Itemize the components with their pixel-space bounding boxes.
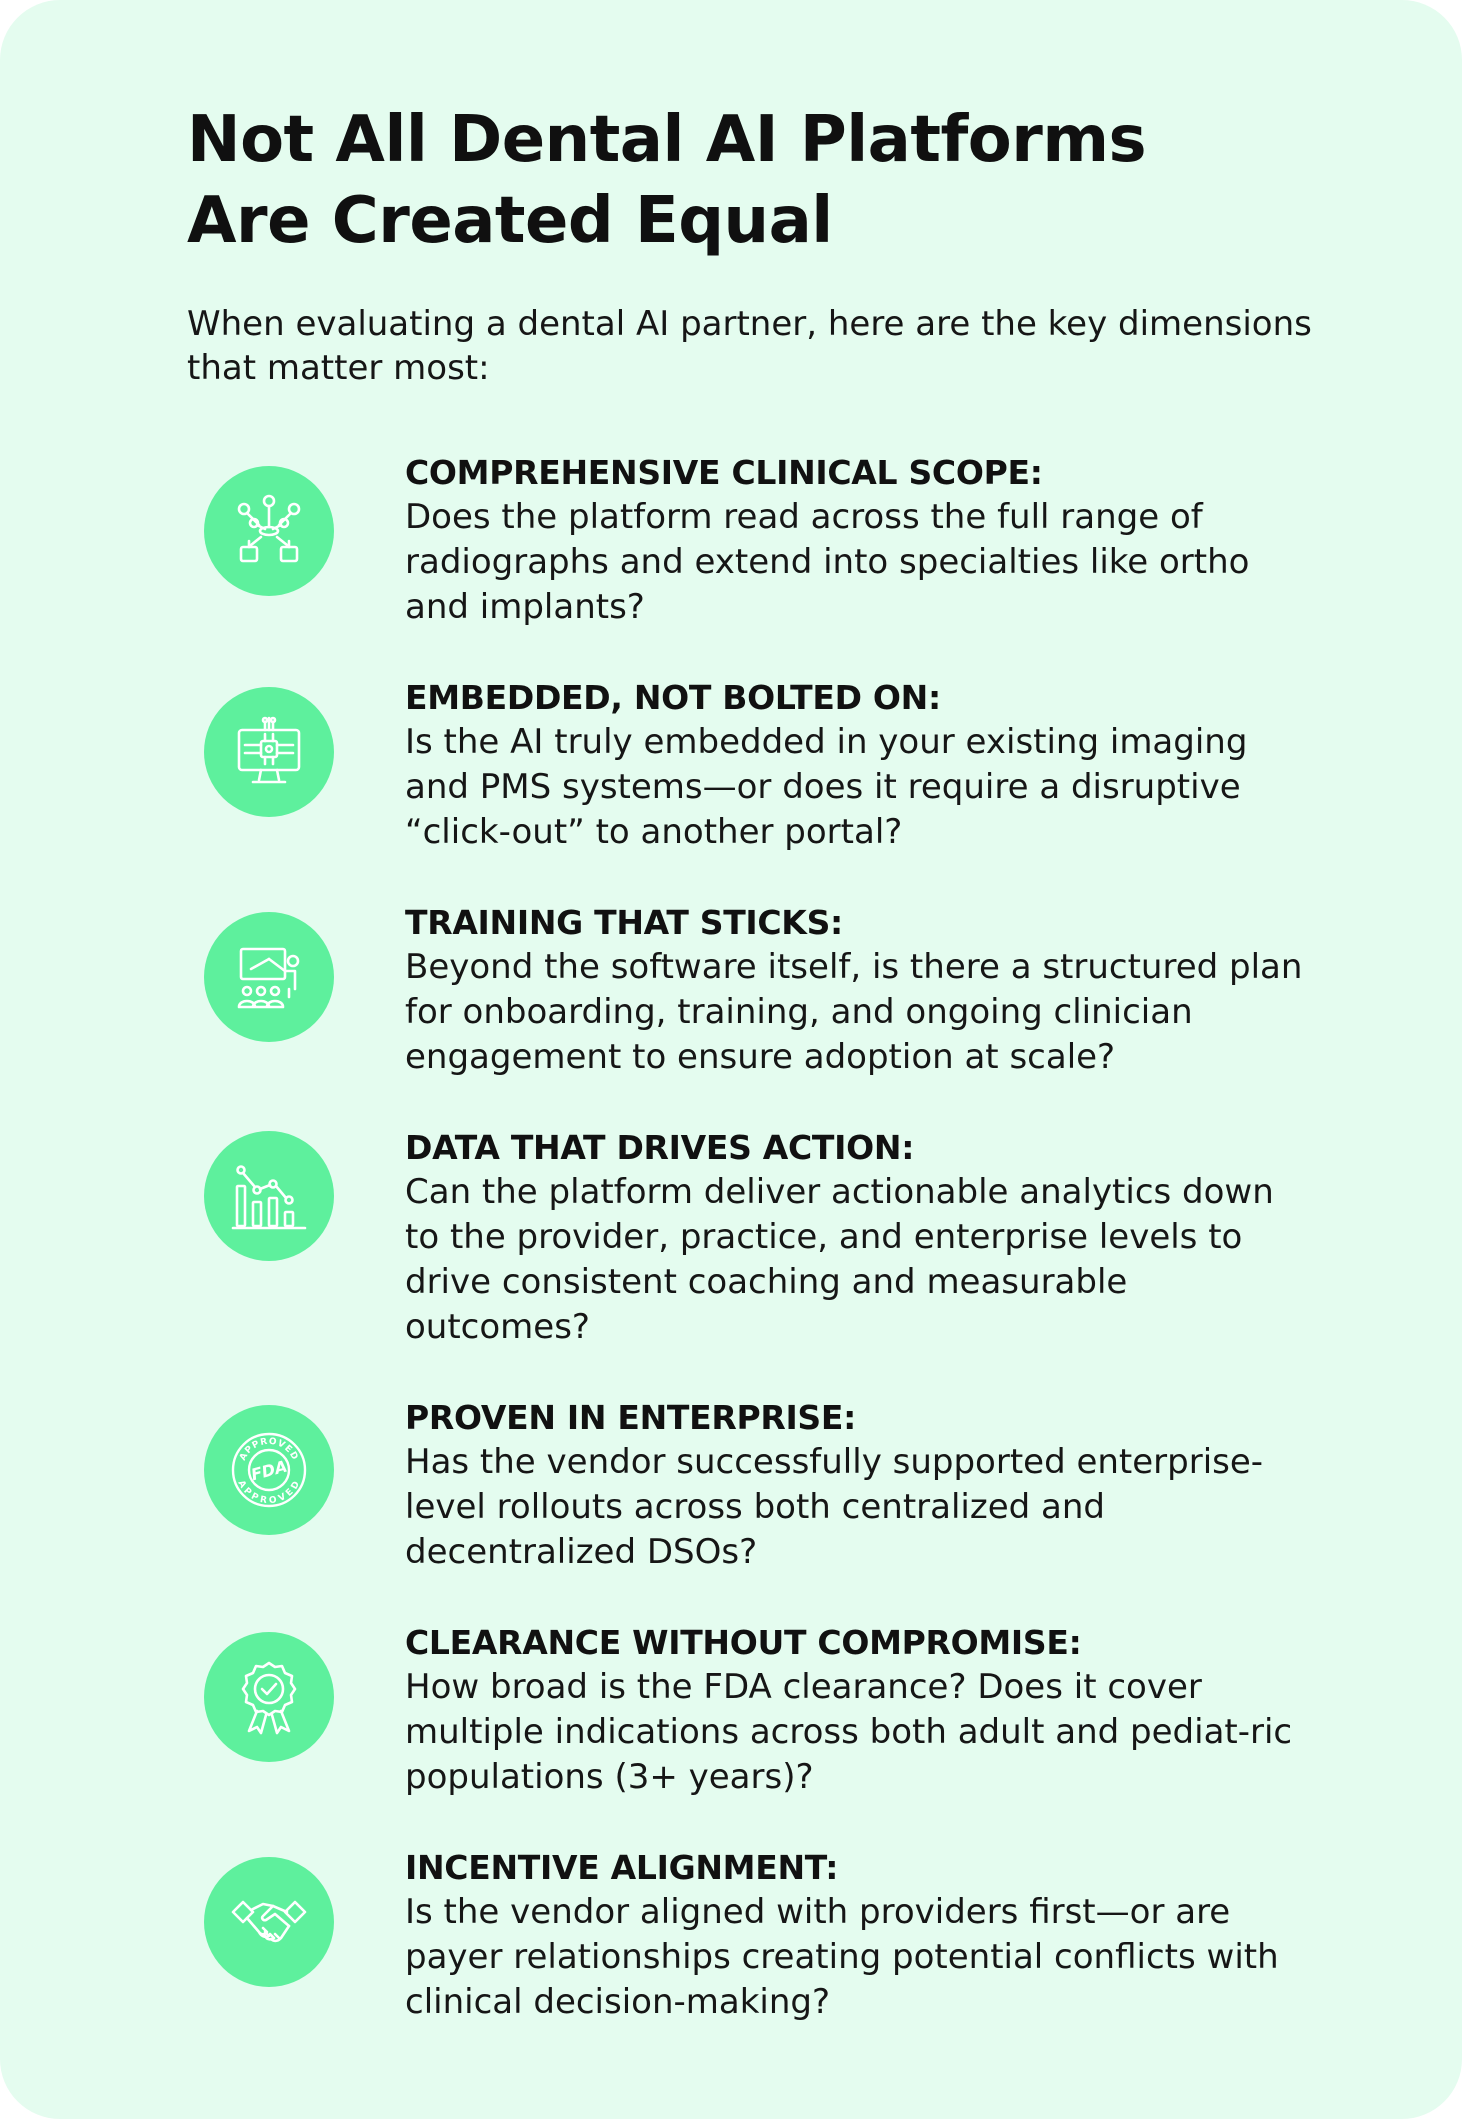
item-heading: EMBEDDED, NOT BOLTED ON: <box>405 678 941 717</box>
item-body: How broad is the FDA clearance? Does it cover multiple indications across both adult and pediat-ric populations (3+ years)? <box>405 1667 1293 1797</box>
item-body: Is the vendor aligned with providers first—or are payer relationships creating potential conflicts with clinical decision-making? <box>405 1892 1279 2022</box>
item-text <box>405 1125 1305 1350</box>
handshake-icon <box>204 1857 334 1987</box>
intro-text: When evaluating a dental AI partner, here are the key dimensions that matter most: <box>187 304 1312 388</box>
item-text <box>405 450 1305 630</box>
page-title <box>187 100 1337 262</box>
item-body: Can the platform deliver actionable analytics down to the provider, practice, and enterprise levels to drive consistent coaching and measurable outcomes? <box>405 1172 1274 1347</box>
item-text <box>405 675 1305 855</box>
network-branches-icon <box>204 466 334 596</box>
item-body: Does the platform read across the full range of radiographs and extend into specialties like ortho and implants? <box>405 497 1250 627</box>
item-heading: COMPREHENSIVE CLINICAL SCOPE: <box>405 453 1043 492</box>
fda-approved-stamp-icon <box>204 1405 334 1535</box>
item-heading: DATA THAT DRIVES ACTION: <box>405 1128 915 1167</box>
item-heading: PROVEN IN ENTERPRISE: <box>405 1398 857 1437</box>
award-ribbon-check-icon <box>204 1632 334 1762</box>
bar-chart-trend-icon <box>204 1131 334 1261</box>
svg-text:FDA: FDA <box>248 1456 290 1485</box>
title-line-1: Not All Dental AI Platforms <box>187 103 1147 177</box>
presentation-training-icon <box>204 912 334 1042</box>
item-body: Has the vendor successfully supported enterprise-level rollouts across both centralized and decentralized DSOs? <box>405 1442 1264 1572</box>
item-heading: TRAINING THAT STICKS: <box>405 903 843 942</box>
item-text <box>405 900 1305 1080</box>
item-text <box>405 1620 1305 1800</box>
item-text <box>405 1845 1305 2025</box>
item-heading: CLEARANCE WITHOUT COMPROMISE: <box>405 1623 1082 1662</box>
svg-text:APPROVED: APPROVED <box>238 1436 300 1463</box>
item-body: Is the AI truly embedded in your existing imaging and PMS systems—or does it require a disruptive “click-out” to another portal? <box>405 722 1248 852</box>
title-line-2: Are Created Equal <box>187 184 833 258</box>
svg-text:APPROVED: APPROVED <box>235 1478 303 1507</box>
item-text <box>405 1395 1305 1575</box>
monitor-circuit-icon <box>204 687 334 817</box>
item-heading: INCENTIVE ALIGNMENT: <box>405 1848 839 1887</box>
item-body: Beyond the software itself, is there a structured plan for onboarding, training, and ongoing clinician engagement to ensure adoption at scale? <box>405 947 1303 1077</box>
